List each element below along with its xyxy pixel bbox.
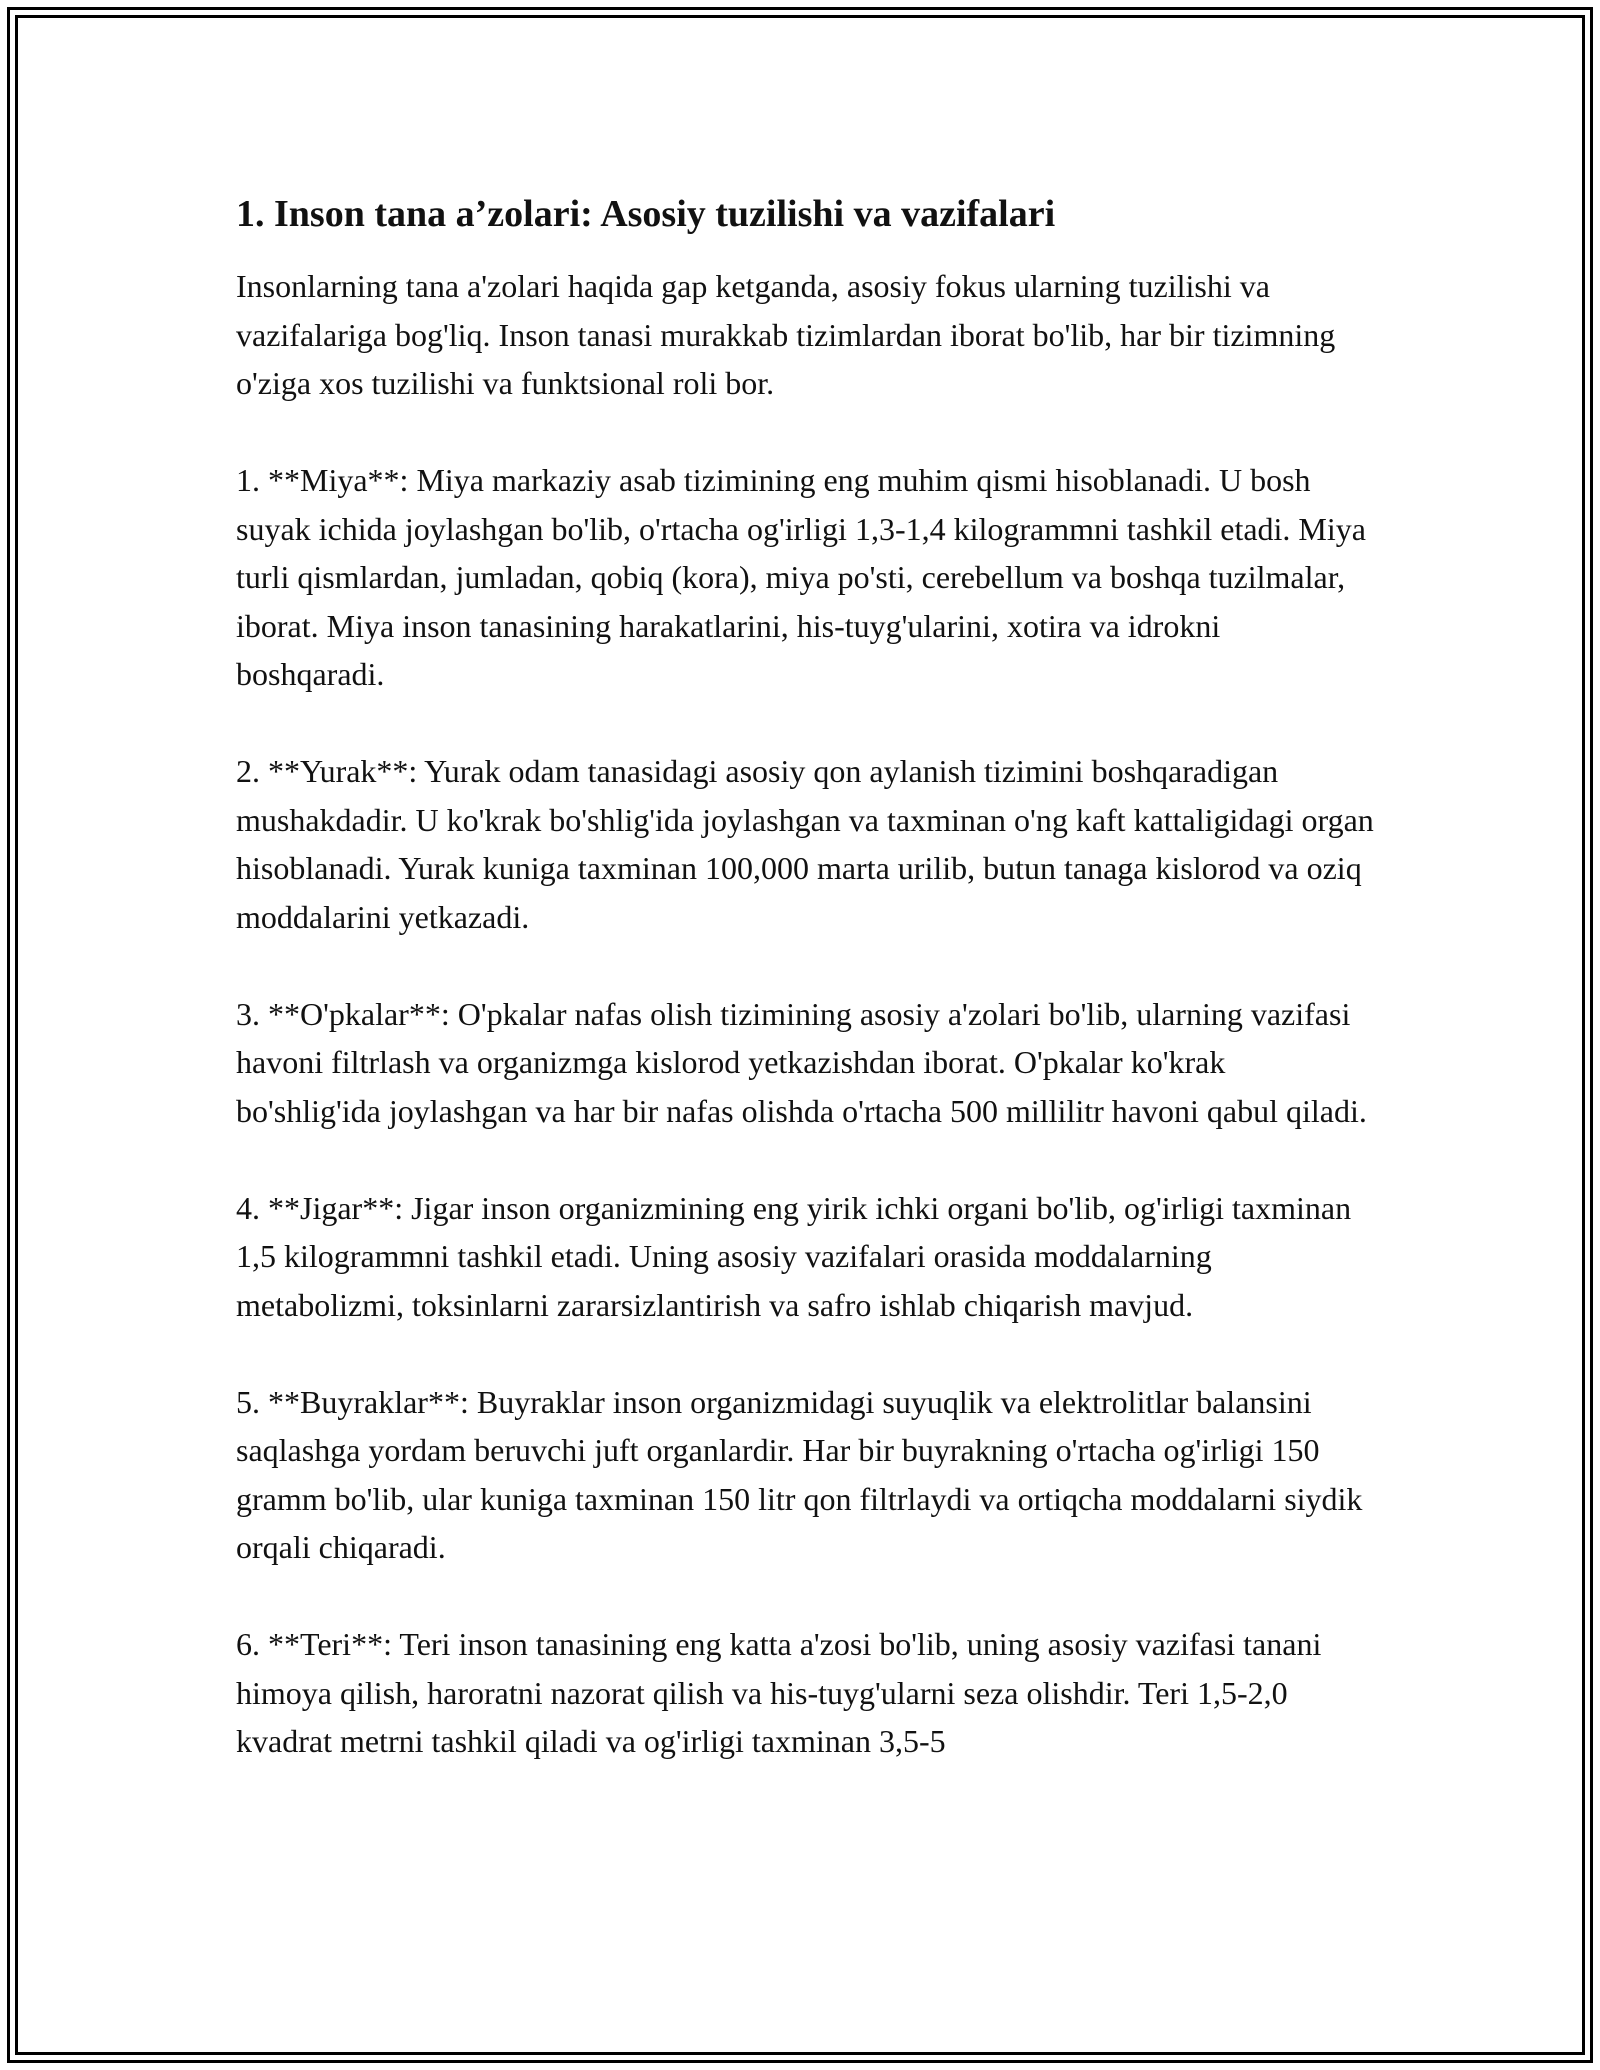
paragraph-buyraklar: 5. **Buyraklar**: Buyraklar inson organizmidagi suyuqlik va elektrolitlar balansini saqlashga yordam beruvchi juft organlardir. Har bir buyrakning o'rtacha og'irligi 150 gramm bo'lib, ular kuniga taxminan 150 litr qon filtrlaydi va ortiqcha moddalarni siydik orqali chiqaradi. (236, 1383, 1363, 1565)
section-heading: 1. Inson tana a’zolari: Asosiy tuzilishi va vazifalari (236, 193, 1056, 235)
paragraph-intro: Insonlarning tana a'zolari haqida gap ketganda, asosiy fokus ularning tuzilishi va vazifalariga bog'liq. Inson tanasi murakkab tizimlardan iborat bo'lib, har bir tizimning o'ziga xos tuzilishi va funktsional roli bor. (236, 268, 1336, 401)
paragraph-jigar: 4. **Jigar**: Jigar inson organizmining eng yirik ichki organi bo'lib, og'irligi taxminan 1,5 kilogrammni tashkil etadi. Uning asosiy vazifalari orasida moddalarning metabolizmi, toksinlarni zararsizlantirish va safro ishlab chiqarish mavjud. (236, 1189, 1352, 1323)
paragraph-opkalar: 3. **O'pkalar**: O'pkalar nafas olish tizimining asosiy a'zolari bo'lib, ularning vazifasi havoni filtrlash va organizmga kislorod yetkazishdan iborat. O'pkalar ko'krak bo'shlig'ida joylashgan va har bir nafas olishda o'rtacha 500 millilitr havoni qabul qiladi. (236, 995, 1367, 1129)
paragraph-miya: 1. **Miya**: Miya markaziy asab tizimining eng muhim qismi hisoblanadi. U bosh suyak ichida joylashgan bo'lib, o'rtacha og'irligi 1,3-1,4 kilogrammni tashkil etadi. Miya turli qismlardan, jumladan, qobiq (kora), miya po'sti, cerebellum va boshqa tuzilmalar, iborat. Miya inson tanasining harakatlarini, his-tuyg'ularini, xotira va idrokni boshqaradi. (236, 462, 1366, 692)
paragraph-teri: 6. **Teri**: Teri inson tanasining eng katta a'zosi bo'lib, uning asosiy vazifasi tanani himoya qilish, haroratni nazorat qilish va his-tuyg'ularni seza olishdir. Teri 1,5-2,0 kvadrat metrni tashkil qiladi va og'irligi taxminan 3,5-5 (236, 1626, 1322, 1759)
document-body (236, 188, 1376, 1766)
paragraph-yurak: 2. **Yurak**: Yurak odam tanasidagi asosiy qon aylanish tizimini boshqaradigan mushakdadir. U ko'krak bo'shlig'ida joylashgan va taxminan o'ng kaft kattaligidagi organ hisoblanadi. Yurak kuniga taxminan 100,000 marta urilib, butun tanaga kislorod va oziq moddalarini yetkazadi. (236, 753, 1374, 935)
